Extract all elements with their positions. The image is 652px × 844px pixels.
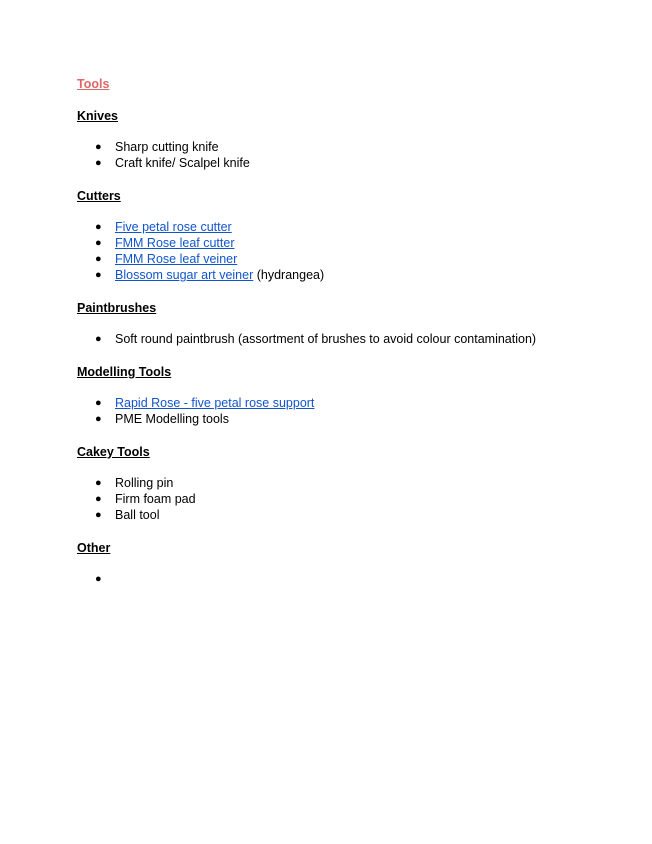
bullet-icon: ● <box>95 333 102 345</box>
list-item-text: Rolling pin <box>115 476 174 490</box>
rapid-rose-support-link[interactable]: Rapid Rose - five petal rose support <box>115 396 315 410</box>
section-heading-cutters: Cutters <box>77 189 121 203</box>
bullet-icon: ● <box>95 397 102 409</box>
section-heading-other: Other <box>77 541 111 555</box>
bullet-icon: ● <box>95 573 102 585</box>
bullet-icon: ● <box>95 221 102 233</box>
list-item-text: PME Modelling tools <box>115 412 229 426</box>
bullet-icon: ● <box>95 237 102 249</box>
bullet-icon: ● <box>95 477 102 489</box>
list-item-text: Craft knife/ Scalpel knife <box>115 156 250 170</box>
fmm-rose-leaf-cutter-link[interactable]: FMM Rose leaf cutter <box>115 236 235 250</box>
bullet-icon: ● <box>95 509 102 521</box>
list-item-text: Ball tool <box>115 508 160 522</box>
bullet-icon: ● <box>95 157 102 169</box>
section-heading-cakey-tools: Cakey Tools <box>77 445 150 459</box>
list-item-text: Firm foam pad <box>115 492 196 506</box>
bullet-icon: ● <box>95 269 102 281</box>
five-petal-rose-cutter-link[interactable]: Five petal rose cutter <box>115 220 232 234</box>
section-heading-paintbrushes: Paintbrushes <box>77 301 157 315</box>
document-title: Tools <box>77 77 110 91</box>
bullet-icon: ● <box>95 413 102 425</box>
bullet-icon: ● <box>95 253 102 265</box>
section-heading-knives: Knives <box>77 109 118 123</box>
list-item-text: Soft round paintbrush (assortment of brushes to avoid colour contamination) <box>115 332 537 346</box>
bullet-icon: ● <box>95 141 102 153</box>
fmm-rose-leaf-veiner-link[interactable]: FMM Rose leaf veiner <box>115 252 238 266</box>
section-heading-modelling-tools: Modelling Tools <box>77 365 172 379</box>
list-item-suffix: (hydrangea) <box>253 268 325 282</box>
blossom-sugar-art-veiner-link[interactable]: Blossom sugar art veiner <box>115 268 254 282</box>
list-item-text: Sharp cutting knife <box>115 140 219 154</box>
bullet-icon: ● <box>95 493 102 505</box>
